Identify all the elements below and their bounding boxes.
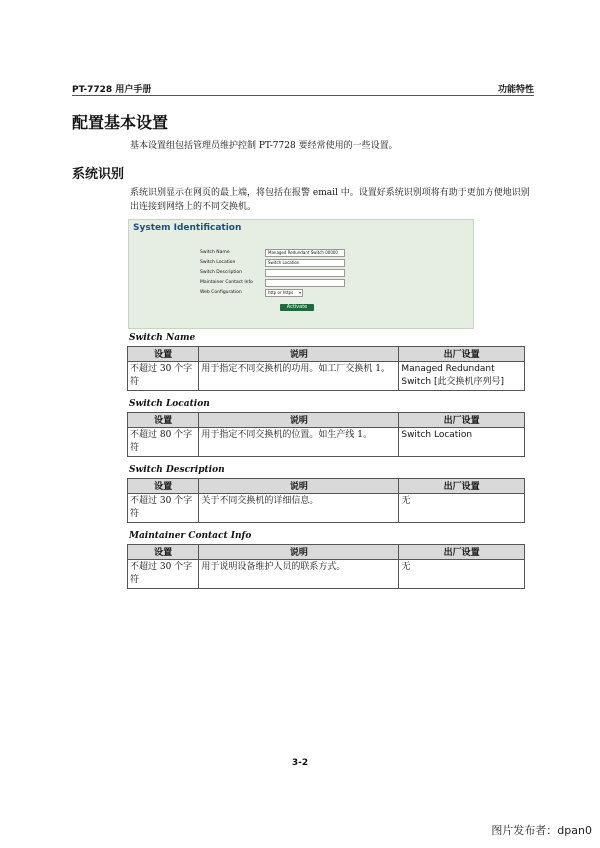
cell-description: 用于指定不同交换机的位置。如生产线 1。 xyxy=(199,428,399,457)
header-left: PT-7728 用户手册 xyxy=(72,85,152,95)
col-setting: 设置 xyxy=(128,413,199,428)
table-title: Switch Name xyxy=(129,333,196,343)
cell-setting: 不超过 80 个字符 xyxy=(128,428,199,457)
cell-setting: 不超过 30 个字符 xyxy=(128,560,199,589)
panel-title: System Identification xyxy=(133,223,242,233)
col-default: 出厂设置 xyxy=(399,347,525,362)
table-title: Maintainer Contact Info xyxy=(129,531,252,541)
chevron-down-icon: ▾ xyxy=(298,290,301,295)
intro-text: 基本设置组包括管理员维护控制 PT-7728 要经常使用的一些设置。 xyxy=(130,141,398,151)
col-setting: 设置 xyxy=(128,545,199,560)
watermark: 图片发布者：dpan0 xyxy=(491,824,592,837)
cell-description: 用于指定不同交换机的功用。如工厂交换机 1。 xyxy=(199,362,399,391)
activate-button[interactable]: Activate xyxy=(280,304,314,311)
system-identification-panel xyxy=(128,219,474,329)
section-description: 系统识别显示在网页的最上端，将包括在报警 email 中。设置好系统识别项将有助于更加方便地识别出连接到网络上的不同交换机。 xyxy=(130,188,530,212)
switch-name-input[interactable]: Managed Redundant Switch 00000 xyxy=(265,249,345,257)
cell-setting: 不超过 30 个字符 xyxy=(128,362,199,391)
table-title: Switch Location xyxy=(129,399,210,409)
table-title: Switch Description xyxy=(129,465,225,475)
col-default: 出厂设置 xyxy=(399,479,525,494)
switch-name-label: Switch Name xyxy=(200,250,230,255)
col-setting: 设置 xyxy=(128,347,199,362)
cell-description: 用于说明设备维护人员的联系方式。 xyxy=(199,560,399,589)
col-description: 说明 xyxy=(199,545,399,560)
table-row xyxy=(128,560,525,589)
col-description: 说明 xyxy=(199,479,399,494)
cell-default: 无 xyxy=(399,560,525,589)
web-config-label: Web Configuration xyxy=(200,290,242,295)
maintainer-contact-table xyxy=(127,544,525,589)
cell-default: 无 xyxy=(399,494,525,523)
page-header xyxy=(72,80,534,96)
header-right: 功能特性 xyxy=(497,85,534,95)
maintainer-contact-label: Maintainer Contact Info xyxy=(200,280,253,285)
col-default: 出厂设置 xyxy=(399,545,525,560)
page-number: 3-2 xyxy=(291,758,309,768)
switch-description-label: Switch Description xyxy=(200,270,242,275)
col-default: 出厂设置 xyxy=(399,413,525,428)
cell-default: Switch Location xyxy=(399,428,525,457)
web-config-select[interactable] xyxy=(265,289,303,297)
col-setting: 设置 xyxy=(128,479,199,494)
switch-description-input[interactable] xyxy=(265,269,345,277)
switch-location-label: Switch Location xyxy=(200,260,236,265)
cell-description: 关于不同交换机的详细信息。 xyxy=(199,494,399,523)
maintainer-contact-input[interactable] xyxy=(265,279,345,287)
col-description: 说明 xyxy=(199,347,399,362)
page-title: 配置基本设置 xyxy=(72,113,169,132)
col-description: 说明 xyxy=(199,413,399,428)
cell-default: Managed Redundant Switch [此交换机序列号] xyxy=(399,362,525,391)
switch-description-table xyxy=(127,478,525,523)
switch-location-table xyxy=(127,412,525,457)
table-row xyxy=(128,362,525,391)
switch-location-input[interactable]: Switch Location xyxy=(265,259,345,267)
switch-name-table xyxy=(127,346,525,391)
section-title: 系统识别 xyxy=(72,167,125,182)
web-config-value: http or https xyxy=(268,290,294,295)
table-row xyxy=(128,494,525,523)
table-row xyxy=(128,428,525,457)
cell-setting: 不超过 30 个字符 xyxy=(128,494,199,523)
